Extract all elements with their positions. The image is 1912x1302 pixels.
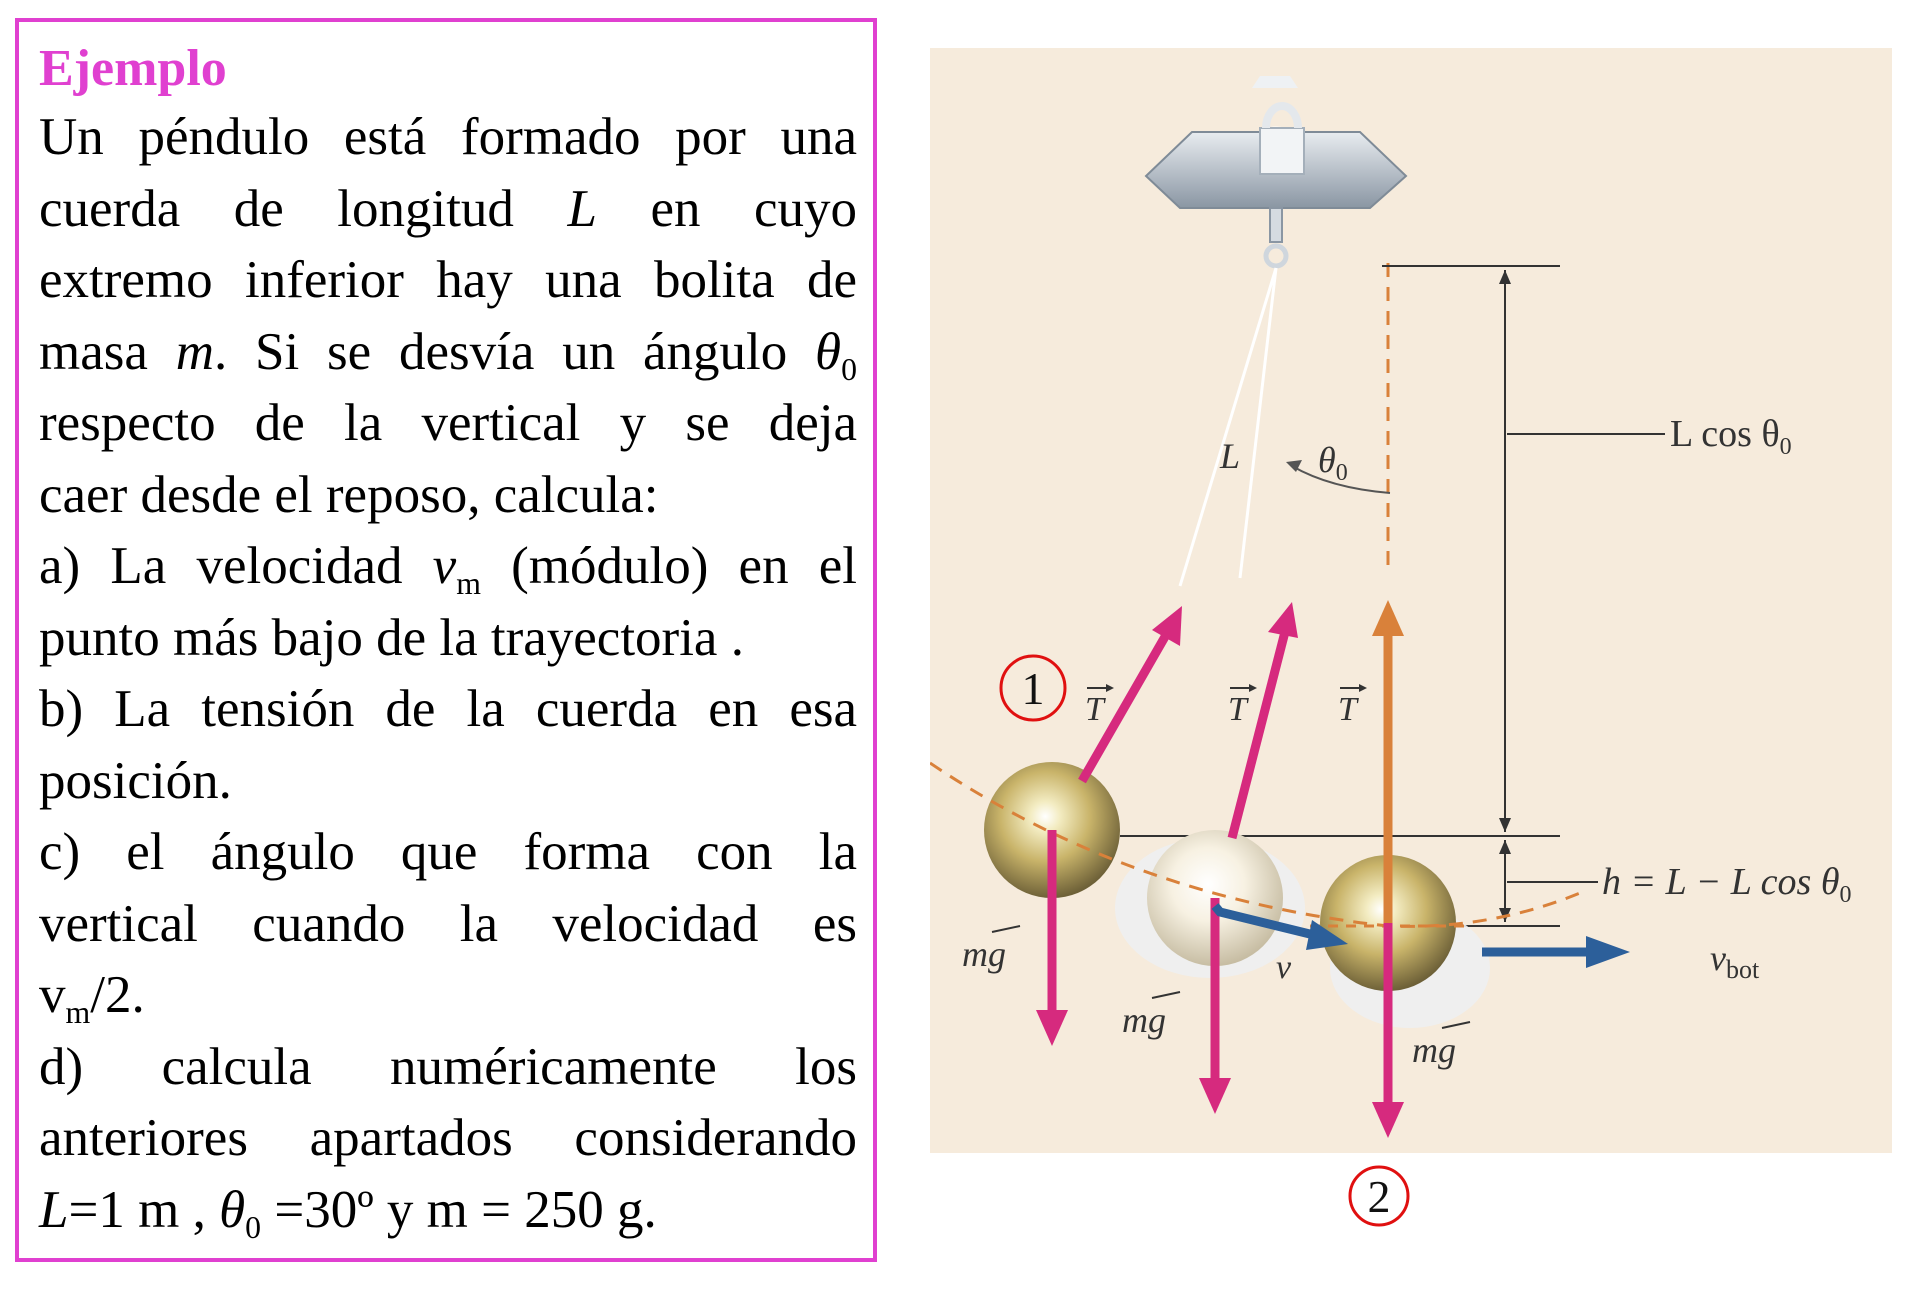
problem-line-14: d) calcula numéricamente los [39, 1037, 857, 1096]
problem-line-12: vertical cuando la velocidad es [39, 894, 857, 953]
problem-line-13: $v_m/2$. [39, 966, 145, 1031]
problem-line-9: b) La tensión de la cuerda en esa [39, 680, 857, 738]
position-marker-2 [1347, 1164, 1411, 1228]
label-L: L [1220, 436, 1241, 476]
label-lcos: L $\cos \theta_0$ [1670, 413, 1792, 460]
problem-line-10: posición. [39, 751, 232, 810]
svg-text:1: 1 [1021, 663, 1045, 714]
label-v: v [1276, 949, 1292, 986]
svg-text:2: 2 [1367, 1171, 1391, 1222]
label-mg-2: mg [1412, 1030, 1456, 1070]
problem-line-7: a) La velocidad $v_m$ (módulo) en el [39, 537, 857, 602]
problem-line-4: masa m. Si se desvía un ángulo $\theta_0$ [39, 322, 857, 387]
problem-line-2: cuerda de longitud L en cuyo [39, 179, 857, 238]
problem-line-3: extremo inferior hay una bolita de [39, 251, 857, 309]
label-T-2: T [1338, 691, 1357, 728]
label-mg-mid: mg [1122, 1000, 1166, 1040]
pendulum-diagram [930, 48, 1892, 1153]
problem-line-8: punto más bajo de la trayectoria . [39, 608, 744, 667]
label-mg-1: mg [962, 934, 1006, 974]
problem-line-1: Un péndulo está formado por una [39, 108, 857, 166]
label-T-mid: T [1228, 691, 1247, 728]
problem-line-6: caer desde el reposo, calcula: [39, 465, 659, 524]
problem-line-16: L=1 m , $\theta_0$ =30º y m = 250 g. [39, 1180, 657, 1245]
label-T-1: T [1085, 691, 1104, 728]
problem-line-11: c) el ángulo que forma con la [39, 823, 857, 881]
label-theta0: $\theta_0$ [1318, 440, 1348, 486]
problem-line-15: anteriores apartados considerando [39, 1109, 857, 1167]
label-h: h = L − L $\cos \theta_0$ [1602, 861, 1852, 908]
problem-title: Ejemplo [39, 40, 227, 97]
problem-line-5: respecto de la vertical y se deja [39, 394, 857, 452]
label-vbot: $v_{bot}$ [1710, 938, 1760, 984]
problem-box [15, 18, 877, 1262]
